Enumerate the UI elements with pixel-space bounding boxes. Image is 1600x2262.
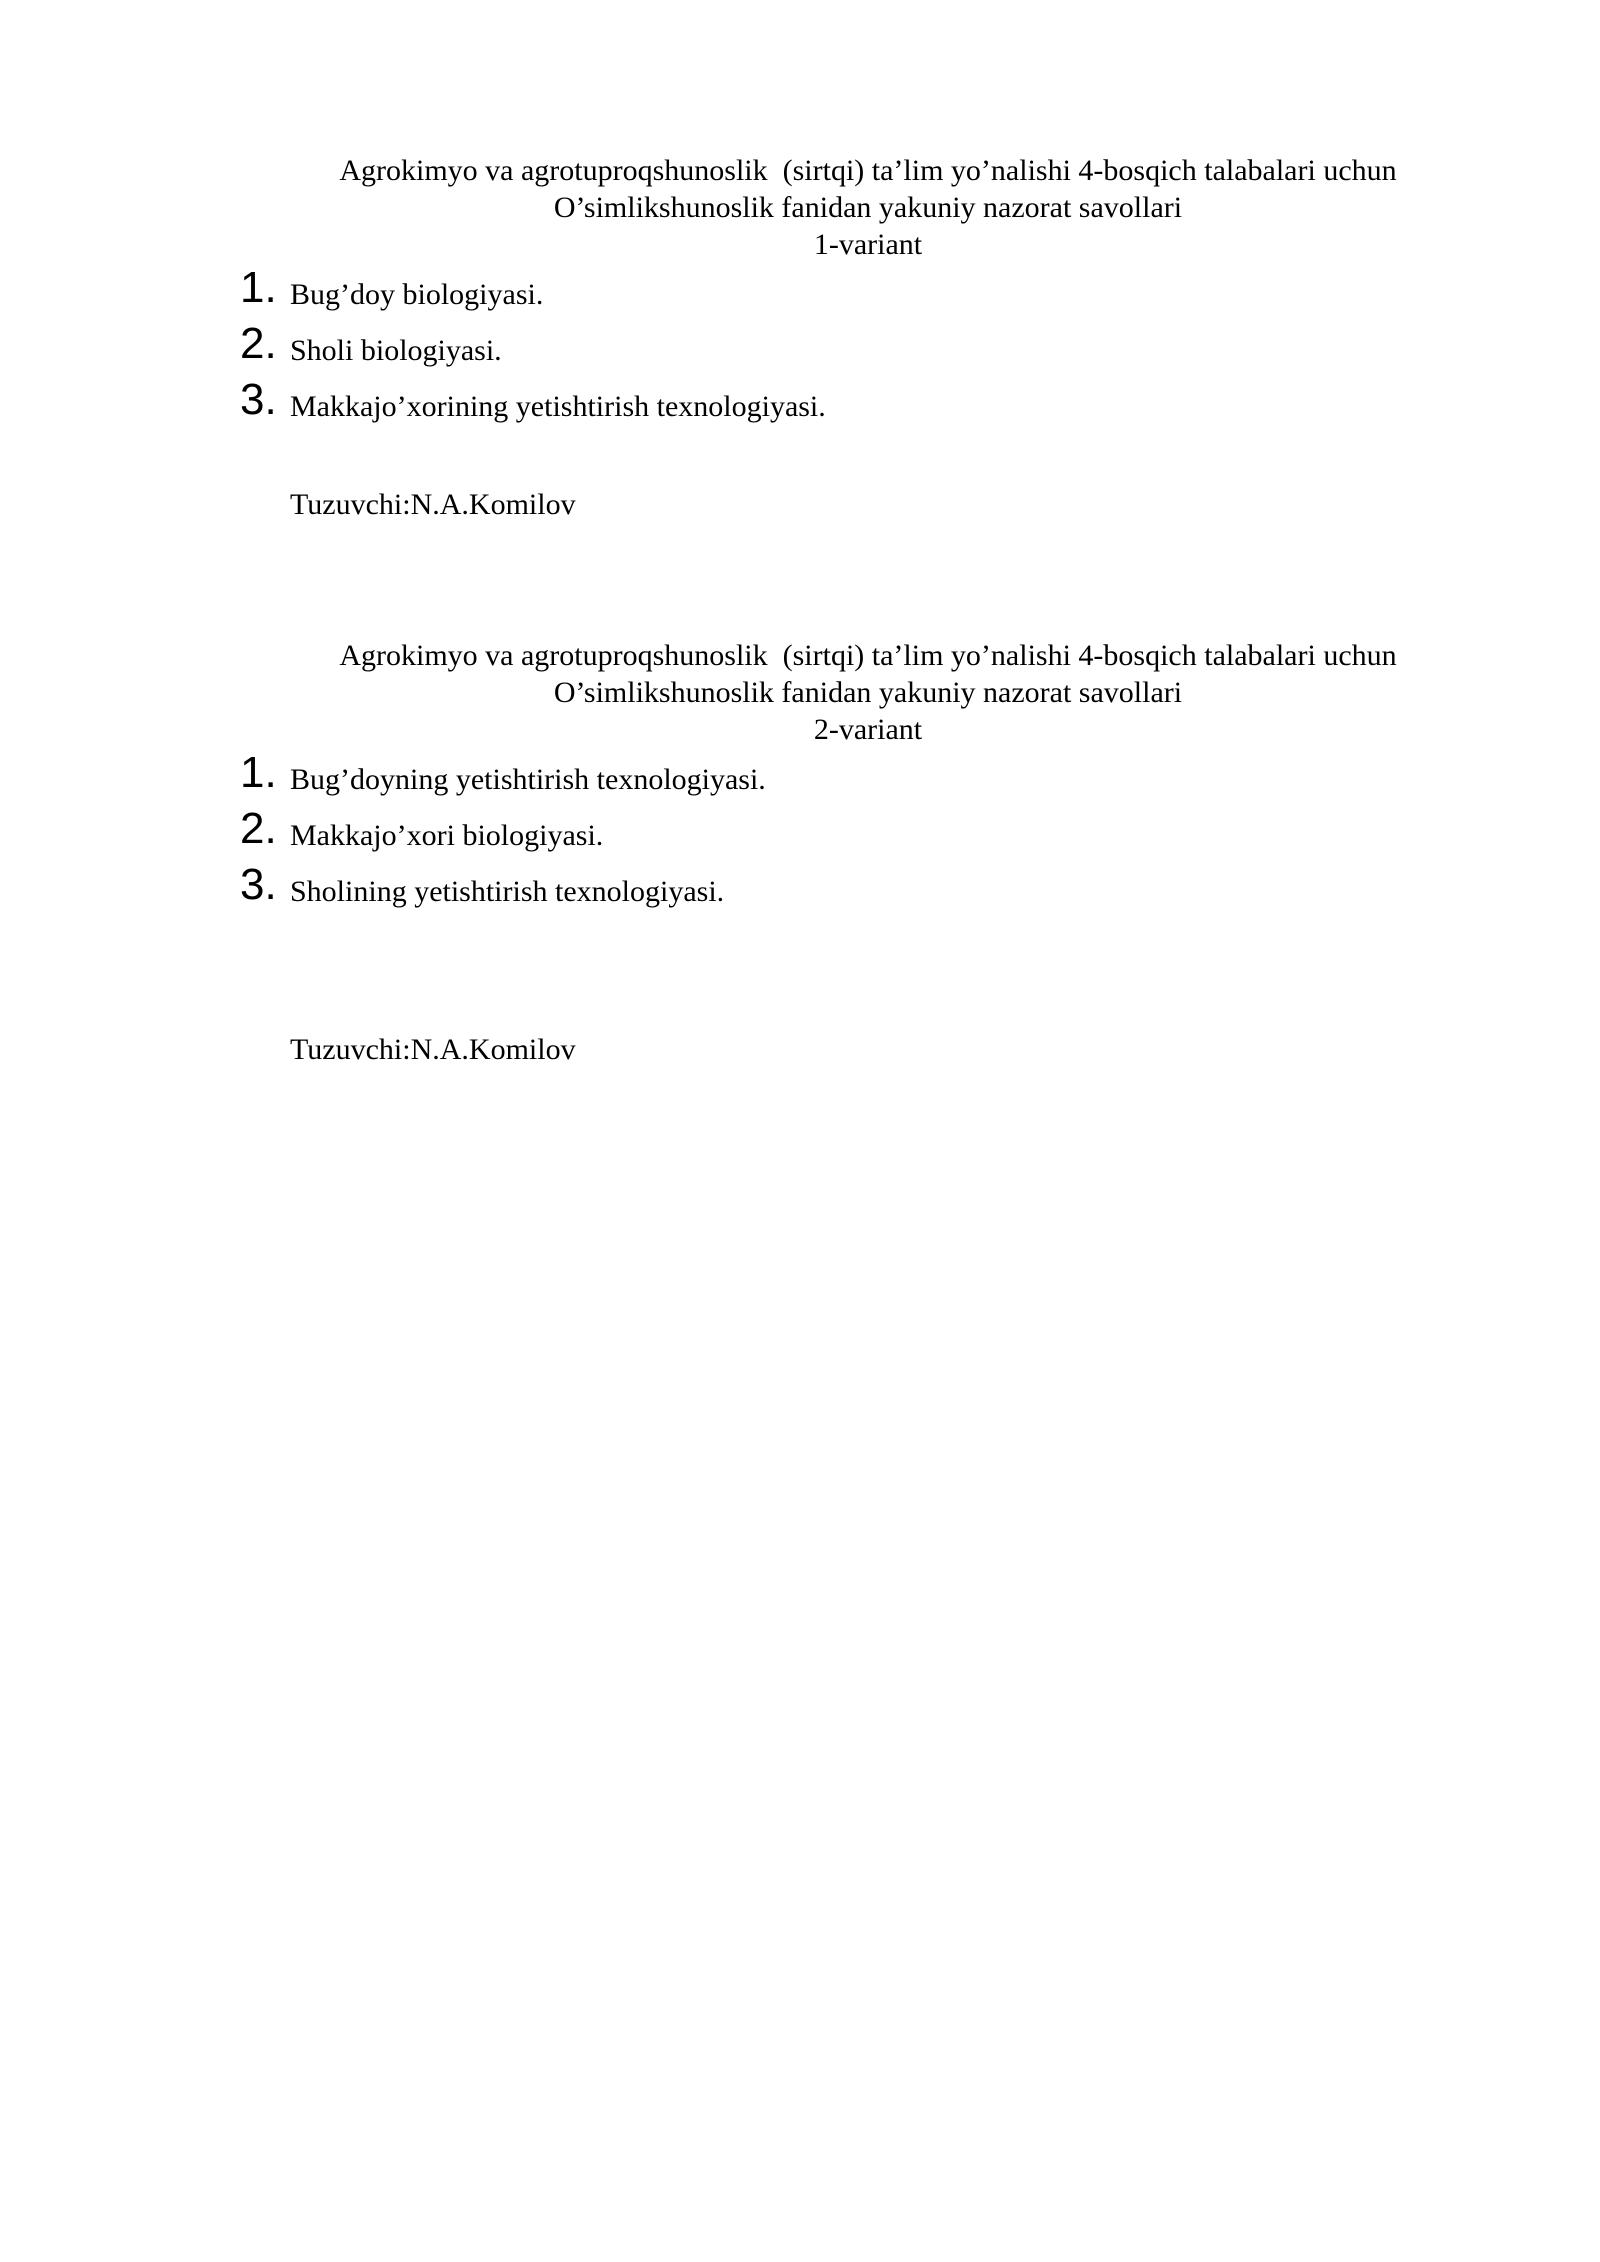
heading-line-2: O’simlikshunoslik fanidan yakuniy nazorat savollari bbox=[553, 191, 1183, 224]
variant-label: 1-variant bbox=[813, 228, 923, 261]
question-number: 3. bbox=[240, 860, 277, 909]
question-item bbox=[0, 264, 1600, 320]
question-text: Sholi biologiyasi. bbox=[290, 334, 502, 367]
variant-1-heading bbox=[258, 152, 1478, 263]
question-item bbox=[0, 376, 1600, 432]
author-line: Tuzuvchi:N.A.Komilov bbox=[290, 1033, 576, 1066]
question-number: 1. bbox=[240, 263, 277, 312]
question-item bbox=[0, 805, 1600, 861]
question-text: Makkajo’xorining yetishtirish texnologiyasi. bbox=[290, 390, 826, 423]
question-item bbox=[0, 749, 1600, 805]
question-number: 1. bbox=[240, 748, 277, 797]
question-text: Makkajo’xori biologiyasi. bbox=[290, 819, 604, 852]
heading-line-2: O’simlikshunoslik fanidan yakuniy nazorat savollari bbox=[553, 676, 1183, 709]
variant-1-question-list bbox=[0, 264, 1600, 432]
question-item bbox=[0, 320, 1600, 376]
variant-2-heading bbox=[258, 637, 1478, 748]
question-number: 2. bbox=[240, 319, 277, 368]
author-line: Tuzuvchi:N.A.Komilov bbox=[290, 488, 576, 521]
question-text: Sholining yetishtirish texnologiyasi. bbox=[290, 875, 725, 908]
variant-label: 2-variant bbox=[813, 713, 923, 746]
question-item bbox=[0, 861, 1600, 917]
question-text: Bug’doy biologiyasi. bbox=[290, 278, 544, 311]
variant-2-question-list bbox=[0, 749, 1600, 917]
heading-line-1: Agrokimyo va agrotuproqshunoslik (sirtqi) ta’lim yo’nalishi 4-bosqich talabalari uchun bbox=[339, 639, 1397, 672]
question-text: Bug’doyning yetishtirish texnologiyasi. bbox=[290, 763, 766, 796]
heading-line-1: Agrokimyo va agrotuproqshunoslik (sirtqi) ta’lim yo’nalishi 4-bosqich talabalari uchun bbox=[339, 154, 1397, 187]
question-number: 2. bbox=[240, 804, 277, 853]
question-number: 3. bbox=[240, 375, 277, 424]
